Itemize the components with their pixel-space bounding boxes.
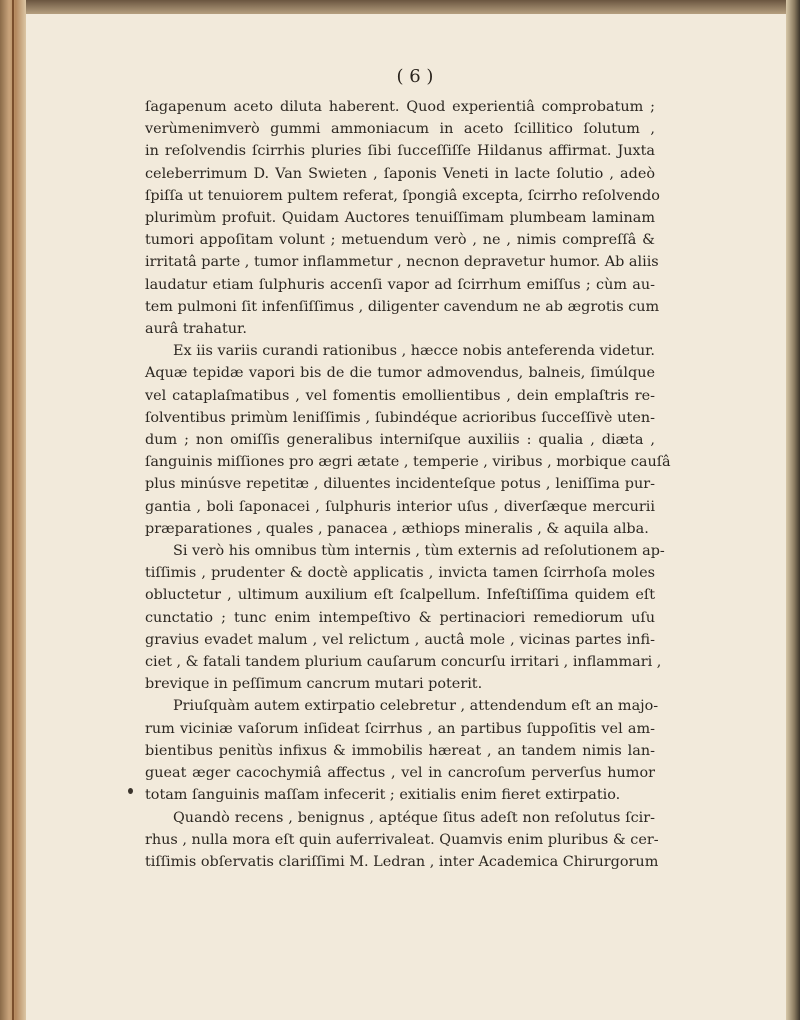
book-top-edge: [0, 0, 800, 14]
text-line: obluctetur , ultimum auxilium eſt ſcalpellum. Infeſtiſſima quidem eſt: [145, 587, 655, 604]
text-line: irritatâ parte , tumor inflammetur , necnon depravetur humor. Ab aliis: [145, 254, 659, 271]
text-line: ſanguinis miſſiones pro ægri ætate , temperie , viribus , morbique cauſâ: [145, 454, 671, 471]
text-line: ciet , & fatali tandem plurium cauſarum concurſu irritari , inflammari ,: [145, 654, 662, 671]
page-number: ( 6 ): [396, 66, 434, 87]
text-line: brevique in peſſimum cancrum mutari poterit.: [145, 676, 483, 693]
text-line: plurimùm profuit. Quidam Auctores tenuiſſimam plumbeam laminam: [145, 210, 655, 227]
text-line: ſagapenum aceto diluta haberent. Quod experientiâ comprobatum ;: [145, 99, 655, 115]
text-line: tem pulmoni ſit infenſiſſimus , diligenter cavendum ne ab ægrotis cum: [145, 298, 660, 315]
text-line: aurâ trahatur.: [145, 321, 247, 338]
text-line: plus minúsve repetitæ , diluentes incidenteſque potus , leniſſima pur-: [145, 476, 655, 493]
text-line: celeberrimum D. Van Swieten , ſaponis Veneti in lacte ſolutio , adeò: [145, 165, 655, 182]
text-line: vel cataplaſmatibus , vel fomentis emollientibus , dein emplaſtris re-: [145, 387, 655, 404]
text-line: verùmenimverò gummi ammoniacum in aceto ſcilliticо ſolutum ,: [145, 121, 655, 138]
text-line: Aquæ tepidæ vapori bis de die tumor admovendus, balneis, ſimúlque: [145, 365, 655, 382]
text-line: ſolventibus primùm leniſſimis , ſubindéque acrioribus ſucceſſivè uten-: [145, 409, 655, 426]
text-line: bientibus penitùs infixus & immobilis hæreat , an tandem nimis lan-: [145, 742, 655, 759]
text-line: in reſolvendis ſcirrhis pluries ſibi ſucceſſiſſe Hildanus affirmat. Juxta: [145, 143, 655, 160]
binding-line: [12, 0, 14, 1020]
text-line: totam ſanguinis maſſam infecerit ; exitialis enim fieret extirpatio.: [145, 787, 621, 804]
text-line: tiſſimis , prudenter & doctè applicatis , invicta tamen ſcirrhoſa moles: [145, 565, 655, 582]
text-line: gueat æger cacochymiâ affectus , vel in cancroſum perverſus humor: [145, 765, 655, 782]
ink-spot: [128, 788, 133, 794]
text-line: cunctatio ; tunc enim intempeſtivo & pertinaciori remediorum uſu: [145, 609, 655, 626]
text-line: gantia , boli ſaponacei , ſulphuris interior uſus , diverſæque mercurii: [145, 498, 655, 515]
text-line: ſpiſſa ut tenuiorem pultem referat, ſpongiâ excepta, ſcirrho reſolvendo: [145, 187, 660, 204]
text-line: Quandò recens , benignus , aptéque ſitus adeſt non reſolutus ſcir-: [173, 809, 655, 826]
text-line: laudatur etiam ſulphuris accenſi vapor ad ſcirrhum emiſſus ; cùm au-: [145, 276, 655, 293]
text-line: tumori appoſitam volunt ; metuendum verò , ne , nimis compreſſâ &: [145, 232, 655, 249]
text-line: rhus , nulla mora eſt quin auferrivaleat. Quamvis enim pluribus & cer-: [145, 831, 659, 848]
text-line: rum viciniæ vaſorum inſideat ſcirrhus , an partibus ſuppoſitis vel am-: [145, 720, 655, 737]
book-fore-edge: [786, 0, 800, 1020]
text-line: Si verò his omnibus tùm internis , tùm externis ad reſolutionem ap-: [173, 543, 665, 560]
body-text: [145, 96, 671, 873]
text-line: præparationes , quales , panacea , æthiops mineralis , & aquila alba.: [145, 520, 649, 537]
text-line: gravius evadet malum , vel relictum , auctâ mole , vicinas partes infi-: [145, 631, 655, 648]
text-line: Priuſquàm autem extirpatio celebretur , attendendum eſt an majo-: [173, 698, 659, 715]
text-line: dum ; non omiſſis generalibus interniſque auxiliis : qualia , diæta ,: [145, 432, 655, 449]
text-line: tiſſimis obſervatis clariſſimi M. Ledran , inter Academica Chirurgorum: [145, 853, 659, 870]
text-line: Ex iis variis curandi rationibus , hæcce nobis anteferenda videtur.: [173, 343, 655, 360]
